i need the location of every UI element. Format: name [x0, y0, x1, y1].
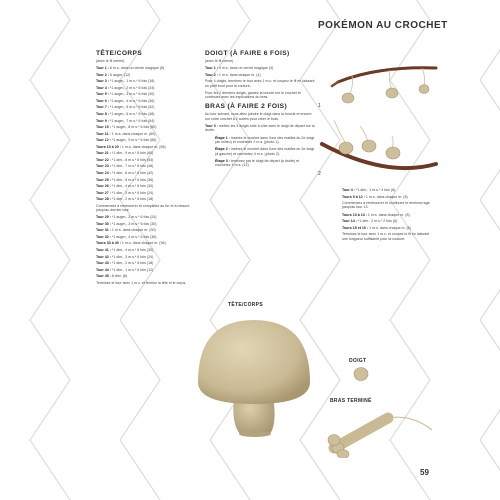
row-text: *1 augm., 8 m.s.* 6 fois (60)	[111, 125, 157, 130]
row-label: Tour 8 :	[96, 112, 109, 117]
pattern-row	[96, 119, 196, 123]
pattern-row	[96, 145, 196, 149]
photo-number-1: 1	[318, 103, 321, 109]
finish-note: Terminez le tour avec 1 m.c. et fermez la tête et le corps.	[96, 280, 187, 285]
row-label: Tour 41 :	[96, 248, 111, 253]
row-label: Tours 5 à 12 :	[342, 194, 365, 199]
row-text: *1 dim., 1 m.s.* 4 fois (8)	[355, 188, 396, 192]
row-text: *1 dim., 8 m.s.* 6 fois (54)	[111, 157, 154, 162]
pattern-rows-a	[96, 66, 196, 201]
pattern-row	[96, 79, 196, 83]
row-label: Tour 1 :	[96, 66, 109, 71]
pattern-row	[96, 268, 196, 272]
row-label: Tour 1 :	[205, 66, 218, 71]
row-text: *1 augm., 3 m.s.* 6 fois (30)	[111, 221, 157, 226]
pattern-row	[96, 105, 196, 109]
pattern-row	[96, 164, 196, 168]
tour3-label: Tour 3 :	[205, 124, 218, 129]
row-label: Tour 4 :	[342, 188, 355, 192]
row-text: *1 augm., 9 m.s.* 6 fois (66)	[111, 138, 157, 143]
pattern-row	[96, 228, 196, 232]
row-label: Étape 2 :	[215, 147, 230, 152]
column-head-body	[96, 50, 196, 288]
head-body-photo-label: TÊTE/CORPS	[228, 302, 263, 308]
row-text: 1 m.s. dans chaque m. (36)	[121, 241, 166, 246]
row-label: Tour 12 :	[96, 138, 111, 143]
pattern-row	[342, 188, 432, 192]
pattern-row	[96, 125, 196, 129]
row-text: *1 dim., 2 m.s.* 6 fois (18)	[111, 197, 154, 202]
pattern-row	[342, 213, 432, 217]
row-text: *1 augm., 5 m.s.* 6 fois (42)	[109, 105, 155, 110]
row-label: Tour 2 :	[205, 72, 218, 77]
row-text: *1 dim., 4 m.s.* 6 fois (30)	[111, 184, 154, 189]
pattern-row	[205, 66, 315, 70]
row-text: 6 m.s. dans un cercle magique (6)	[109, 66, 165, 71]
row-label: Tour 43 :	[96, 261, 111, 266]
row-label: Tour 9 :	[96, 118, 109, 123]
pattern-row	[96, 171, 196, 175]
pattern-row	[96, 274, 196, 278]
row-label: Tour 24 :	[96, 170, 111, 175]
finger-photo	[352, 366, 370, 382]
row-label: Tours 33 à 40 :	[96, 241, 121, 246]
row-label: Tour 5 :	[96, 92, 109, 97]
pattern-row	[96, 132, 196, 136]
pattern-row	[205, 73, 315, 77]
row-label: Tour 32 :	[96, 234, 111, 239]
row-label: Tour 45 :	[96, 274, 111, 279]
pattern-row	[96, 99, 196, 103]
pattern-row	[96, 241, 196, 245]
row-text: *1 dim., 2 m.s.* 6 fois (18)	[111, 261, 154, 266]
row-label: Tour 10 :	[96, 125, 111, 130]
row-label: Tour 21 :	[96, 151, 111, 156]
row-text: *1 dim., 5 m.s.* 6 fois (36)	[111, 177, 154, 182]
row-label: Tour 4 :	[96, 85, 109, 90]
finger-para-1: Pour 4 doigts, terminez le tour avec 1 m.c. et coupez le fil en laissant un petit bout pour la couture.	[205, 79, 315, 88]
row-text: *1 augm., 7 m.s.* 6 fois (54)	[109, 118, 155, 123]
row-label: Tour 26 :	[96, 184, 111, 189]
row-text: 1 m.s. dans chaque m. (6)	[369, 225, 411, 230]
pattern-row	[96, 92, 196, 96]
pattern-row	[215, 159, 315, 168]
pattern-row	[96, 191, 196, 195]
row-label: Tour 14 :	[342, 219, 357, 224]
pattern-row	[215, 136, 315, 145]
pattern-row	[96, 66, 196, 70]
row-label: Étape 3 :	[215, 158, 230, 163]
arm-finish-note: Terminez le tour avec 1 m.c. et coupez le fil en laissant une longueur suffisante pour la couture.	[342, 232, 430, 241]
column-finger-arm	[205, 50, 315, 170]
pattern-row	[96, 235, 196, 239]
row-text: terminez par le doigt de départ (à droite) et crochetez 4 m.s. (12)	[215, 158, 300, 168]
section-heading-head-body: TÊTE/CORPS	[96, 50, 143, 57]
row-text: *1 augm., 4 m.s.* 6 fois (36)	[111, 234, 157, 239]
row-text: *1 augm., 2 m.s.* 6 fois (24)	[111, 215, 157, 220]
row-label: Tour 44 :	[96, 267, 111, 272]
row-label: Tour 29 :	[96, 215, 111, 220]
finger-photo-label: DOIGT	[349, 358, 367, 364]
pattern-row	[96, 261, 196, 265]
row-label: Tour 2 :	[96, 72, 109, 77]
arm-stuffing-note: Commencez à rembourrer et continuez le rembourrage jusqu'au tour 13.	[342, 201, 430, 210]
pattern-row	[96, 222, 196, 226]
pattern-row	[96, 151, 196, 155]
row-label: Tour 23 :	[96, 164, 111, 169]
pattern-row	[96, 112, 196, 116]
row-text: 6 augm. (12)	[109, 72, 131, 77]
row-text: *1 dim., 9 m.s.* 6 fois (60)	[111, 151, 154, 156]
row-text: 1 m.s. dans chaque m. (30)	[111, 228, 156, 233]
row-label: Tour 22 :	[96, 157, 111, 162]
row-text: *1 dim., 7 m.s.* 6 fois (48)	[111, 164, 154, 169]
arm-tour3	[205, 124, 315, 133]
row-text: *1 augm., 2 m.s.* 6 fois (24)	[109, 85, 155, 90]
pattern-row	[96, 158, 196, 162]
row-text: *1 augm., 3 m.s.* 6 fois (30)	[109, 92, 155, 97]
row-label: Tour 30 :	[96, 221, 111, 226]
page-header-title: POKÉMON AU CROCHET	[318, 20, 448, 31]
column-arm-continued	[342, 188, 432, 244]
section-heading-finger: DOIGT (À FAIRE 6 FOIS)	[205, 50, 290, 57]
finger-yarn-note: (avec le fil crème)	[205, 59, 234, 63]
pattern-row	[215, 147, 315, 156]
pattern-row	[342, 226, 432, 230]
row-text: 1 m.s. dans chaque m. (8)	[367, 212, 410, 217]
row-text: insérez le crochet dans l'une des mailles du 2e doigt (au milieu) et crochetez 2 m.s. (photo 1).	[215, 135, 315, 144]
row-label: Tour 42 :	[96, 254, 111, 259]
photo-step-2	[316, 116, 438, 182]
row-label: Tour 28 :	[96, 197, 111, 202]
row-label: Tour 7 :	[96, 105, 109, 110]
pattern-row	[96, 138, 196, 142]
pattern-row	[96, 178, 196, 182]
row-label: Tour 3 :	[96, 79, 109, 84]
row-text: 1 m.s. dans chaque m. (66)	[121, 144, 166, 149]
finger-para-2: Pour les 2 derniers doigts, gardez la boucle sur le crochet et continuez avec les explications du bras.	[205, 90, 301, 100]
finger-rows	[205, 66, 315, 77]
row-text: *1 dim., 6 m.s.* 6 fois (42)	[111, 170, 154, 175]
row-label: Tour 11 :	[96, 131, 111, 136]
yarn-note: (avec le fil crème)	[96, 59, 125, 63]
row-label: Étape 1 :	[215, 135, 230, 140]
row-text: 6 dim. (6)	[111, 274, 128, 279]
row-label: Tour 27 :	[96, 190, 111, 195]
photo-number-2: 2	[318, 171, 321, 177]
row-label: Tour 25 :	[96, 177, 111, 182]
stuffing-note: Commencez à rembourrer et complétez au fur et à mesure jusqu'au dernier tour.	[96, 203, 190, 212]
page-number: 59	[420, 468, 429, 477]
row-label: Tours 13 à 20 :	[96, 144, 121, 149]
arm-rows-b	[342, 213, 432, 230]
tour3-text: mettez les 3 doigts côte à côte avec le doigt de départ sur la droite.	[205, 124, 315, 133]
row-text: *1 dim., 1 m.s.* 6 fois (12)	[111, 267, 154, 272]
head-body-photo	[190, 310, 320, 438]
pattern-row	[96, 73, 196, 77]
pattern-row	[96, 86, 196, 90]
row-text: *1 augm., 6 m.s.* 6 fois (48)	[109, 112, 155, 117]
pattern-row	[342, 219, 432, 223]
row-label: Tour 31 :	[96, 228, 111, 233]
pattern-row	[96, 184, 196, 188]
row-label: Tour 6 :	[96, 98, 109, 103]
row-text: 1 m.s. dans chaque m. (4)	[218, 72, 261, 77]
row-text: insérez le crochet dans l'une des mailles du 3e doigt (à gauche) et crochetez 4 m.s. (photo 2).	[215, 147, 315, 156]
arm-photo-label: BRAS TERMINÉ	[330, 398, 372, 404]
pattern-row	[96, 248, 196, 252]
row-text: 4 m.s. dans un cercle magique (4)	[218, 66, 274, 71]
row-label: Tours 15 et 16 :	[342, 225, 369, 230]
arm-steps	[205, 136, 315, 168]
pattern-row	[96, 197, 196, 201]
arm-rows-a	[342, 188, 432, 199]
row-text: *1 dim., 2 m.s.* 2 fois (6)	[357, 219, 398, 224]
arm-intro: Au tour suivant, vous allez joindre le doigt dans la boucle et encore sur votre crochet à 2 autres pour créer le bras.	[205, 112, 312, 121]
row-text: *1 augm., 4 m.s.* 6 fois (36)	[109, 98, 155, 103]
finished-arm-photo	[326, 404, 436, 458]
pattern-row	[96, 255, 196, 259]
pattern-row	[342, 195, 432, 199]
row-text: *1 augm., 1 m.s.* 6 fois (18)	[109, 79, 155, 84]
row-text: *1 dim., 3 m.s.* 6 fois (24)	[111, 190, 154, 195]
row-text: *1 dim., 3 m.s.* 6 fois (24)	[111, 254, 154, 259]
section-heading-arm: BRAS (À FAIRE 2 FOIS)	[205, 103, 288, 111]
row-label: Tours 13 à 13 :	[342, 212, 367, 217]
row-text: 1 m.s. dans chaque m. (8)	[365, 194, 408, 199]
pattern-row	[96, 215, 196, 219]
row-text: *1 dim., 4 m.s.* 6 fois (30)	[111, 248, 154, 253]
photo-step-1	[318, 46, 438, 106]
row-text: 1 m.s. dans chaque m. (60)	[111, 131, 156, 136]
pattern-rows-b	[96, 215, 196, 278]
